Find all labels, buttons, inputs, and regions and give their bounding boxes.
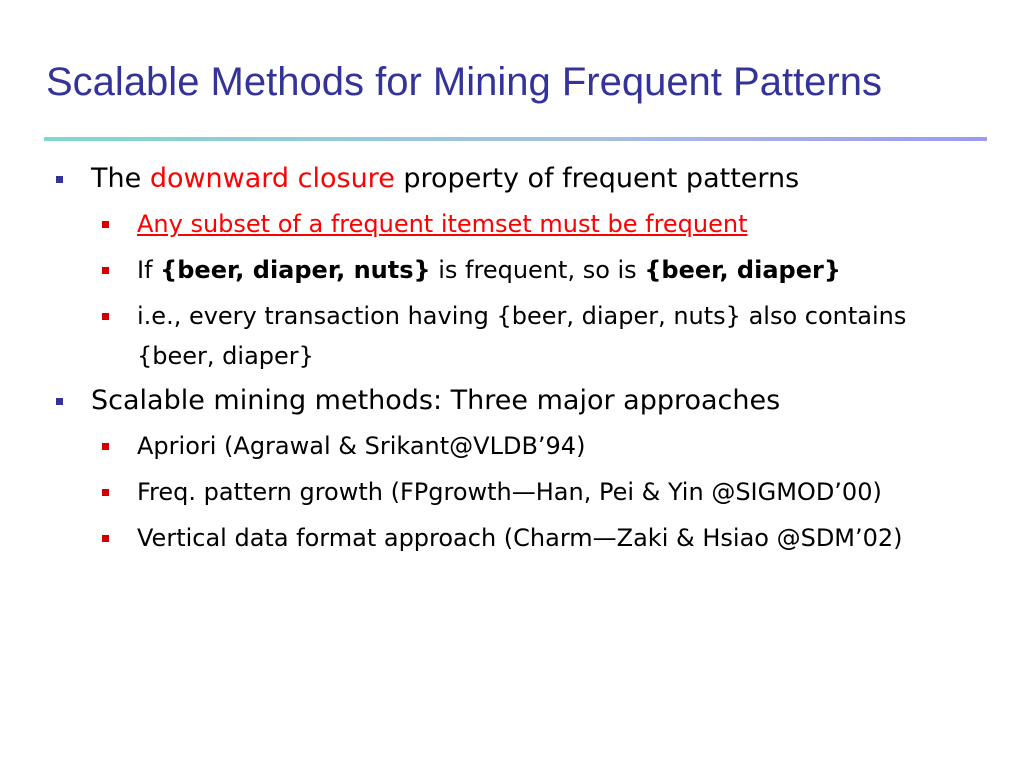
apriori-text: Apriori (Agrawal & Srikant@VLDB’94) xyxy=(137,432,586,460)
sub-bullet-apriori xyxy=(102,426,986,466)
square-bullet-icon xyxy=(102,313,109,320)
subset-rule-text: Any subset of a frequent itemset must be frequent xyxy=(137,210,748,238)
sub-bullet-example xyxy=(102,250,986,290)
square-bullet-icon xyxy=(102,267,109,274)
sub-bullet-vertical xyxy=(102,518,986,558)
square-bullet-icon xyxy=(56,398,63,405)
title-divider xyxy=(44,137,987,141)
bullet-text-pre: The xyxy=(91,163,150,194)
highlight-downward-closure: downward closure xyxy=(149,163,395,194)
bullet-text-post: property of frequent patterns xyxy=(394,163,800,194)
slide-body xyxy=(56,160,986,564)
bullet-scalable-methods xyxy=(56,382,986,420)
sub-bullet-transaction xyxy=(102,296,986,376)
transaction-text: i.e., every transaction having {beer, diaper, nuts} also contains {beer, diaper} xyxy=(137,302,907,370)
square-bullet-icon xyxy=(56,176,63,183)
square-bullet-icon xyxy=(102,535,109,542)
vertical-text: Vertical data format approach (Charm—Zaki & Hsiao @SDM’02) xyxy=(137,524,903,552)
sub-bullet-subset-rule xyxy=(102,204,986,244)
scalable-methods-text: Scalable mining methods: Three major approaches xyxy=(91,385,781,416)
example-itemset-2: {beer, diaper} xyxy=(644,256,841,284)
fpgrowth-text: Freq. pattern growth (FPgrowth—Han, Pei & Yin @SIGMOD’00) xyxy=(137,478,882,506)
example-pre: If xyxy=(137,256,161,284)
example-mid: is frequent, so is xyxy=(430,256,645,284)
square-bullet-icon xyxy=(102,489,109,496)
square-bullet-icon xyxy=(102,443,109,450)
bullet-downward-closure xyxy=(56,160,986,198)
square-bullet-icon xyxy=(102,221,109,228)
example-itemset-1: {beer, diaper, nuts} xyxy=(160,256,431,284)
sub-bullet-fpgrowth xyxy=(102,472,986,512)
slide-title: Scalable Methods for Mining Frequent Patterns xyxy=(46,60,882,104)
